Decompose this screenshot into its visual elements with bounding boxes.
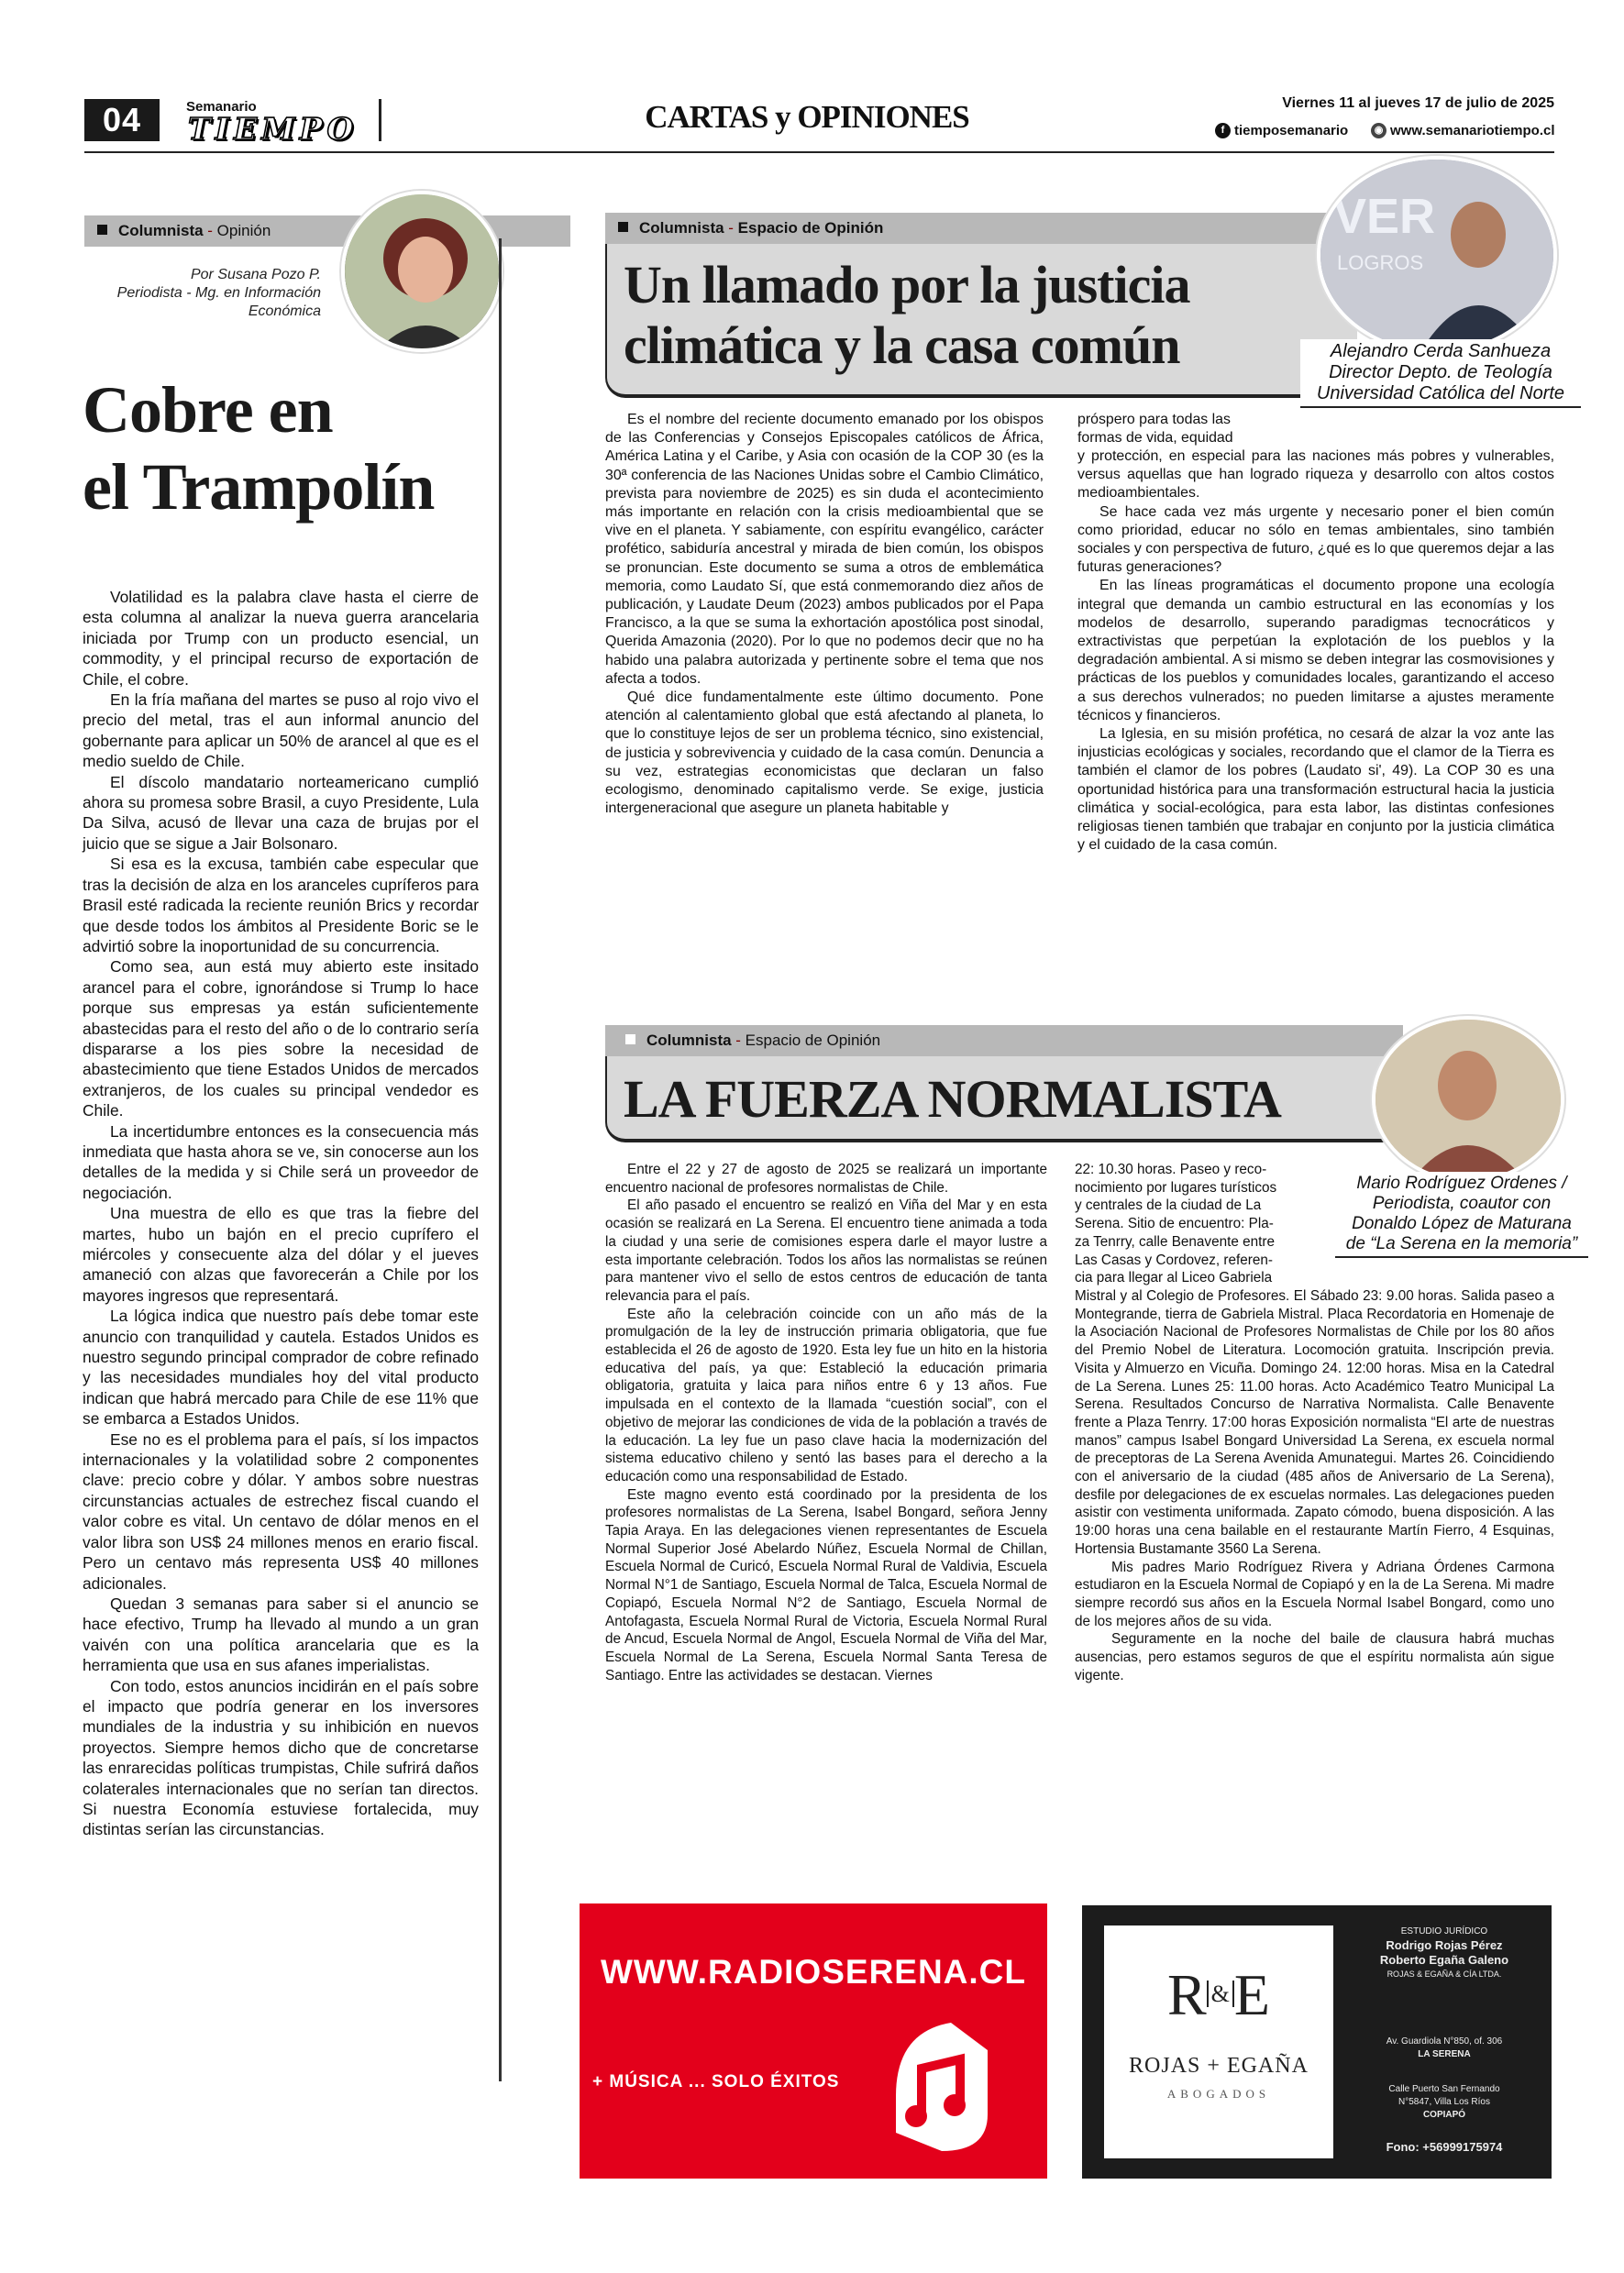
logo-tiempo: TIEMPO bbox=[188, 111, 359, 147]
text-line: cia para llegar al Liceo Gabriela bbox=[1075, 1270, 1273, 1286]
caption-line: Director Depto. de Teología bbox=[1329, 362, 1552, 382]
article-headline bbox=[624, 255, 1189, 376]
column-headline bbox=[83, 371, 434, 525]
monogram-right: E bbox=[1233, 1962, 1270, 2027]
caption-line: de “La Serena en la memoria” bbox=[1345, 1234, 1578, 1253]
paragraph: Como sea, aun está muy abierto este insitado arancel para el cobre, ignorándose si Trump lo hace porque sus empresas ya están suficientemente abastecidas para el resto del año o de lo contrario sería dispararse a los pies sobre la necesidad de abastecimiento que tiene Estados Unidos de mercados extranjeros, de los cuales su principal vendedor es Chile. bbox=[83, 957, 479, 1120]
article-tag: Columnista - Espacio de Opinión bbox=[605, 1025, 1403, 1056]
article-body-right bbox=[1077, 447, 1554, 855]
text-line: Serena. Sitio de encuentro: Pla- bbox=[1075, 1216, 1274, 1232]
author-photo bbox=[1317, 156, 1557, 354]
paragraph: Quedan 3 semanas para saber si el anuncio se hace efectivo, Trump ha llevado al mundo a un gran vaivén con una política arancelaria que es la herramienta que usa en sus afanes imperialistas. bbox=[83, 1594, 479, 1675]
tag-light: Opinión bbox=[216, 222, 271, 239]
paragraph: La Iglesia, en su misión profética, no cesará de alzar la voz ante las injusticias ecológicas y sociales, recordando que el clamor de la Tierra es también el clamor de los pobres (Laudato si', 49). La COP 30 es una oportunidad histórica para una transformación estructural hacia la justicia climática y social-ecológica, para esta labor, las distintas confesiones religiosas tienen también que trabajar en conjunto por la justicia climática y el cuidado de la casa común. bbox=[1077, 726, 1554, 854]
article-tag: Columnista - Espacio de Opinión bbox=[605, 213, 1357, 244]
column-shadow-rule bbox=[499, 238, 502, 2081]
portrait-illustration bbox=[1320, 160, 1553, 350]
social-handle-text: tiemposemanario bbox=[1234, 123, 1349, 138]
ad-url: WWW.RADIOSERENA.CL bbox=[600, 1953, 1027, 1991]
address-city: COPIAPÓ bbox=[1422, 2110, 1466, 2120]
portrait-illustration bbox=[345, 194, 503, 352]
text-line: 22: 10.30 horas. Paseo y reco- bbox=[1075, 1162, 1267, 1177]
headline-line: climática y la casa común bbox=[624, 315, 1180, 375]
paragraph: El año pasado el encuentro se realizó en Viña del Mar y en esta ocasión se realizará en La Serena. El encuentro tiene animada a toda la ciudad y una serie de comisiones espera darle el mayor lustre a esta importante celebración. Todos los años las normalistas se reúnen para mantener vivo el sello de estos centros de educación de tanta relevancia para el país. bbox=[605, 1197, 1047, 1304]
column-body bbox=[83, 587, 479, 1840]
author-photo bbox=[341, 191, 503, 352]
caption-line: Alejandro Cerda Sanhueza bbox=[1330, 341, 1552, 361]
headline-line: Cobre en bbox=[83, 373, 333, 447]
paragraph: La lógica indica que nuestro país debe tomar este anuncio con tranquilidad y cautela. Estados Unidos es nuestro segundo principal comprador de cobre refinado y las necesidades mundiales hoy del vital producto indican que habrá mercado para Chile de ese 11% que se embarca a Estados Unidos. bbox=[83, 1307, 479, 1429]
website-text: www.semanariotiempo.cl bbox=[1390, 123, 1555, 138]
author-caption bbox=[1300, 339, 1581, 408]
lawyer-name: Roberto Egaña Galeno bbox=[1379, 1953, 1509, 1967]
text-line: próspero para todas las bbox=[1077, 412, 1231, 427]
paragraph: Se hace cada vez más urgente y necesario poner el bien común como prioridad, educar no sólo en temas ambientales, sino también sociales y con perspectiva de futuro, ¿qué es lo que queremos dejar a las futuras generaciones? bbox=[1077, 503, 1554, 576]
caption-line: Donaldo López de Maturana bbox=[1352, 1214, 1572, 1233]
paragraph: Mis padres Mario Rodríguez Rivera y Adriana Órdenes Carmona estudiaron en la Escuela Normal de Copiapó y en la de La Serena. Mi madre siempre recordó sus años en la Escuela Normal Isabel Bongard, como uno de los mejores años de su vida. bbox=[1075, 1559, 1554, 1629]
paragraph: y protección, en especial para las naciones más pobres y vulnerables, versus aquellas que han logrado riqueza y desarrollo con altos costos medioambientales. bbox=[1077, 448, 1554, 502]
headline-line: Un llamado por la justicia bbox=[624, 255, 1190, 314]
paragraph: Si esa es la excusa, también cabe especular que tras la decisión de alza en los aranceles cupríferos para Brasil esté radicada la reciente reunión Brics y recordar que desde todos los ámbitos al Presidente Boric se le advirtió sobre la inoportunidad de su concurrencia. bbox=[83, 855, 479, 955]
caption-line: Universidad Católica del Norte bbox=[1316, 383, 1565, 403]
firm-monogram bbox=[1104, 1962, 1333, 2027]
paragraph: Qué dice fundamentalmente este último documento. Pone atención al calentamiento global que está afectando al planeta, lo que lo constituye lejos de ser un problema técnico, sino existencial, de justicia y sobrevivencia y cuidado de la casa común. Denuncia a su vez, estrategias economicistas que declaran un falso ecologismo, denominado capitalismo verde. Se exige, justicia intergeneracional que asegure un planeta habitable y bbox=[605, 690, 1044, 817]
firm-label: ESTUDIO JURÍDICO bbox=[1400, 1926, 1488, 1936]
square-bullet-icon bbox=[97, 225, 107, 235]
issue-date: Viernes 11 al jueves 17 de julio de 2025 bbox=[1282, 95, 1554, 111]
byline-line: Por Susana Pozo P. bbox=[190, 267, 321, 282]
svg-text:LOGROS: LOGROS bbox=[1337, 251, 1424, 274]
header-divider bbox=[379, 99, 381, 141]
website-link[interactable] bbox=[1371, 123, 1555, 138]
text-line: za Tenrry, calle Benavente entre bbox=[1075, 1233, 1275, 1250]
tag-bold: Columnista bbox=[639, 219, 724, 237]
lawyer-name: Rodrigo Rojas Pérez bbox=[1386, 1938, 1503, 1952]
paragraph: En la fría mañana del martes se puso al rojo vivo el precio del metal, tras el aun informal anuncio del gobernante para aplicar un 50% de arancel al que es el medio sueldo de Chile. bbox=[83, 690, 479, 771]
firm-logo-panel bbox=[1104, 1925, 1333, 2158]
firm-legal-name: ROJAS & EGAÑA & CÍA LTDA. bbox=[1386, 1970, 1502, 1979]
author-photo bbox=[1372, 1016, 1564, 1183]
paragraph: El díscolo mandatario norteamericano cumplió ahora su promesa sobre Brasil, a cuyo Presidente, Lula Da Silva, acusó de llevar una caza de brujas por el juicio que se sigue a Jair Bolsonaro. bbox=[83, 772, 479, 853]
paragraph: Una muestra de ello es que tras la fiebre del martes, hubo un bajón en el precio cuprífero el miércoles y consecuente alza del dólar y el jueves amaneció con alzas que favorecerán a Chile por los mayores ingresos que representará. bbox=[83, 1204, 479, 1305]
address-line: N°5847, Villa Los Ríos bbox=[1398, 2097, 1490, 2107]
byline-line: Económica bbox=[248, 303, 321, 319]
firm-name: ROJAS + EGAÑA bbox=[1129, 2054, 1309, 2078]
firm-subtitle: ABOGADOS bbox=[1166, 2087, 1271, 2101]
firm-phone: Fono: +56999175974 bbox=[1386, 2140, 1503, 2154]
square-bullet-icon bbox=[625, 1034, 635, 1044]
monogram-left: R bbox=[1166, 1962, 1207, 2027]
tag-bold: Columnista bbox=[646, 1032, 732, 1049]
paragraph: Con todo, estos anuncios incidirán en el país sobre el impacto que podría generar en los inversores mundiales de la industria y su inhibición en nuevos proyectos. Siempre hemos dicho que de concretarse las enrarecidas políticas trumpistas, Chile sufrirá daños colaterales internacionales que no serían tan directos. Si nuestra Economía estuviese fortalecida, muy distintas serían las circunstancias. bbox=[83, 1676, 479, 1839]
paragraph: Seguramente en la noche del baile de clausura habrá muchas ausencias, pero estamos seguros de que el espíritu normalista aún sigue vigente. bbox=[1075, 1631, 1554, 1683]
tag-light: Espacio de Opinión bbox=[737, 219, 884, 237]
paragraph: Este magno evento está coordinado por la presidenta de los profesores normalistas de La Serena, Isabel Bongard, señora Jenny Tapia Araya. En las delegaciones vienen representantes de Escuela Normal Superior José Abelardo Núñez, Escuela Normal de Chillan, Escuela Normal de Curicó, Escuela Normal Rural de Valdivia, Escuela Normal N°1 de Santiago, Escuela Normal de Talca, Escuela Normal de Copiapó, Escuela Normal N°2 de Santiago, Escuela Normal de Antofagasta, Escuela Normal Rural de Victoria, Escuela Normal Rural de Ancud, Escuela Normal de Angol, Escuela Normal de Viña del Mar, Escuela Normal de La Serena, Escuela Normal Santa Teresa de Santiago. Entre las actividades se destacan. Viernes bbox=[605, 1486, 1047, 1683]
byline-line: Periodista - Mg. en Información bbox=[116, 285, 321, 301]
monogram-amp: & bbox=[1207, 1981, 1234, 2007]
section-title: CARTAS y OPINIONES bbox=[645, 99, 969, 135]
text-line: nocimiento por lugares turísticos bbox=[1075, 1179, 1277, 1196]
text-line: Las Casas y Cordovez, referen- bbox=[1075, 1252, 1273, 1268]
ad-law-firm[interactable] bbox=[1082, 1905, 1552, 2179]
column-tag: Columnista - Opinión bbox=[84, 215, 570, 247]
square-bullet-icon bbox=[618, 222, 628, 232]
article-body-right bbox=[1075, 1287, 1554, 1684]
paragraph: Este año la celebración coincide con un año más de la promulgación de la ley de instrucción primaria obligatoria, que fue establecida el 26 de agosto de 1920. Esta ley fue un hito en la historia educativa del país, ya que: Estableció la educación primaria obligatoria, gratuita y laica para niños entre 6 y 13 años. Fue impulsada en el contexto de la llamada “cuestión social”, con el objetivo de mejorar las condiciones de vida de la población a través de la educación. La ley fue un paso clave hacia la modernización del sistema educativo chileno y sentó las bases para el derecho a la educación como una responsabilidad de Estado. bbox=[605, 1306, 1047, 1484]
header-rule bbox=[84, 151, 1554, 153]
svg-text:VER: VER bbox=[1333, 189, 1436, 244]
caption-line: Mario Rodríguez Ordenes / bbox=[1356, 1174, 1567, 1193]
portrait-illustration bbox=[1375, 1020, 1561, 1179]
paragraph: Ese no es el problema para el país, sí los impactos internacionales y la volatilidad sobre 2 componentes clave: precio cobre y dólar. Y ambos sobre nuestras circunstancias actuales de estrechez fiscal cuando el valor cobre es vital. Un centavo de dólar menos en el valor libra son US$ 24 millones menos en erario fiscal. Pero un centavo más representa US$ 40 millones adicionales. bbox=[83, 1429, 479, 1593]
caption-line: Periodista, coautor con bbox=[1372, 1194, 1552, 1213]
author-caption bbox=[1335, 1172, 1588, 1258]
paragraph: Entre el 22 y 27 de agosto de 2025 se realizará un importante encuentro nacional de profesores normalistas de Chile. bbox=[605, 1162, 1047, 1196]
headline-line: el Trampolín bbox=[83, 450, 435, 524]
tag-light: Espacio de Opinión bbox=[745, 1032, 881, 1049]
paragraph: Mistral y al Colegio de Profesores. El Sábado 23: 9.00 horas. Salida paseo a Montegrande, tierra de Gabriela Mistral. Placa Recordatoria en Homenaje de la Asociación Nacional de Profesores Normalistas de Chile por los 80 años del Premio Nobel de Literatura. Locomoción gratuita. Inscripción previa. Visita y Almuerzo en Vicuña. Domingo 24. 12:00 horas. Misa en la Catedral de La Serena. Lunes 25: 11.00 horas. Acto Académico Teatro Municipal La Serena. Resultados Concurso de Narrativa Normalista. Calle Benavente frente a Plaza Tenrry. 17:00 horas Exposición normalista “El arte de nuestras manos” campus Isabel Bongard Universidad La Serena, ex escuela normal de preceptoras de La Serena Avenida Amunategui. Martes 26. Coincidiendo con el aniversario de la ciudad (485 años de Aniversario de La Serena), desfile por delegaciones de ex escuelas normales. Las delegaciones pueden asistir con vestimenta uniformada. Zapato cómodo, buena disposición. A las 19:00 horas una cena bailable en el restaurante Martín Fierro, 4 Esquinas, Hortensia Bustamante 3560 La Serena. bbox=[1075, 1288, 1554, 1557]
ad-radio-serena[interactable] bbox=[580, 1903, 1047, 2179]
address-line: Av. Guardiola N°850, of. 306 bbox=[1386, 2036, 1503, 2047]
facebook-icon: f bbox=[1215, 123, 1231, 138]
paragraph: La incertidumbre entonces es la consecuencia más inmediata que hasta ahora se ve, sin conocerse aun los detalles de la medida y si Chile será un proveedor de negociación. bbox=[83, 1121, 479, 1202]
text-line: formas de vida, equidad bbox=[1077, 430, 1233, 447]
page-number: 04 bbox=[84, 99, 160, 141]
article-body-left bbox=[605, 1161, 1047, 1684]
music-note-icon bbox=[887, 2014, 1011, 2156]
article-body-right-top bbox=[1075, 1161, 1322, 1287]
article-headline: LA FUERZA NORMALISTA bbox=[624, 1069, 1281, 1129]
paragraph: Es el nombre del reciente documento emanado por los obispos de las Conferencias y Consejos Episcopales católicos de África, América Latina y el Caribe, y Asia con ocasión de la COP 30 (es la 30ª conferencia de las Naciones Unidas sobre el Cambio Climático, prevista para noviembre de 2025) es sin duda el acontecimiento más importante en relación con la crisis medioambiental que se vive en el planeta. Y sabiamente, con espíritu evangélico, carácter profético, sabiduría ancestral y mirada de bien común, los obispos se pronuncian. Este documento se suma a otros de emblemática memoria, como Laudato Sí, que está conmemorando diez años de publicación, y Laudate Deum (2023) ambos publicados por el Papa Francisco, a la que se suma la exhortación apostólica post sinodal, Querida Amazonia (2020). Por lo que no podemos decir que no ha habido una palabra autorizada y pertinente sobre el tema que nos afecta a todos. bbox=[605, 412, 1044, 687]
paragraph: Volatilidad es la palabra clave hasta el cierre de esta columna al analizar la nueva guerra arancelaria iniciada por Trump con un producto esencial, un commodity, y el principal recurso de exportación de Chile, el cobre. bbox=[83, 588, 479, 689]
paragraph: En las líneas programáticas el documento propone una ecología integral que demanda un cambio estructural en las economías y los modelos de desarrollo, superando paradigmas tecnocráticos y extractivistas que perpetúan la explotación de los pueblos y la degradación ambiental. A si mismo se deben integrar las cosmovisiones y prácticas de los pueblos y comunidades locales, garantizando el acceso a sus derechos vulnerados; no pueden limitarse a ajustes meramente técnicos y financieros. bbox=[1077, 578, 1554, 723]
firm-contacts bbox=[1348, 1925, 1541, 2154]
globe-icon: ◉ bbox=[1371, 123, 1386, 138]
ad-slogan: + MÚSICA ... SOLO ÉXITOS bbox=[592, 2072, 840, 2091]
article-body-left bbox=[605, 411, 1044, 818]
text-line: y centrales de la ciudad de La bbox=[1075, 1197, 1262, 1214]
tag-bold: Columnista bbox=[118, 222, 204, 239]
address-line: Calle Puerto San Fernando bbox=[1388, 2084, 1500, 2094]
social-handle[interactable] bbox=[1215, 123, 1348, 138]
byline bbox=[84, 266, 321, 321]
logo-small-text: Semanario bbox=[186, 99, 257, 115]
article-body-right-top bbox=[1077, 411, 1284, 447]
address-city: LA SERENA bbox=[1418, 2049, 1471, 2059]
